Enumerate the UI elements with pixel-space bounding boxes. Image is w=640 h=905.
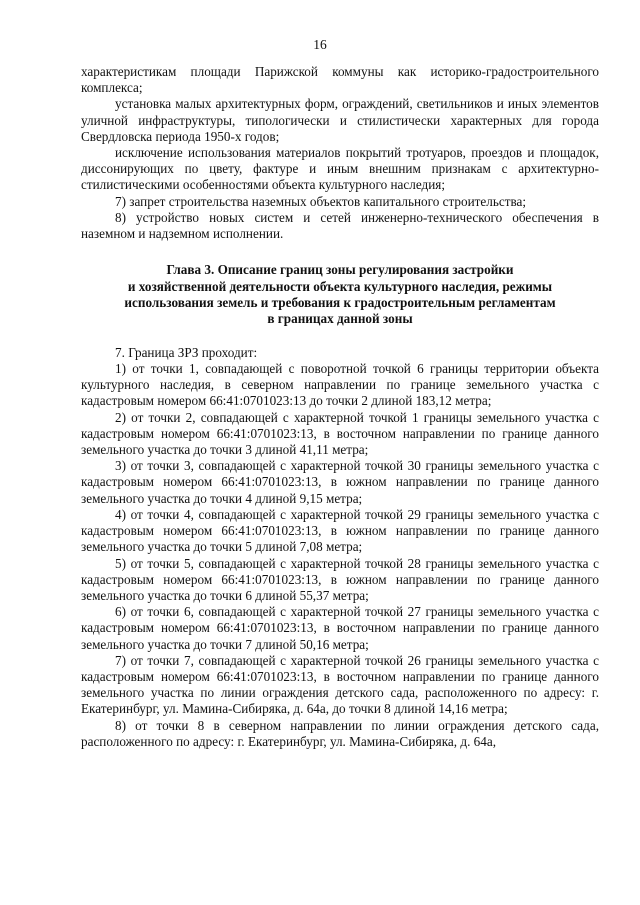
paragraph: 3) от точки 3, совпадающей с характерной точкой 30 границы земельного участка с кадастровым номером 66:41:0701023:13, в южном направлении по границе данного земельного участка до точки 4 длиной 9,15 метра; xyxy=(81,458,599,506)
paragraph: установка малых архитектурных форм, ограждений, светильников и иных элементов уличной инфраструктуры, типологически и стилистически характерных для города Свердловска периода 1950-х годов; xyxy=(81,96,599,144)
chapter-title-line: Глава 3. Описание границ зоны регулирования застройки xyxy=(166,262,514,278)
paragraph: 7) запрет строительства наземных объектов капитального строительства; xyxy=(115,193,527,209)
paragraph: исключение использования материалов покрытий тротуаров, проездов и площадок, диссонирующих по цвету, фактуре и иным внешним признакам с архитектурно-стилистическими особенностями объекта культурного наследия; xyxy=(81,145,599,193)
boundary-section xyxy=(81,345,599,750)
page-number: 16 xyxy=(313,37,327,52)
chapter-title-line: использования земель и требования к градостроительным регламентам xyxy=(124,295,556,311)
paragraph: 6) от точки 6, совпадающей с характерной точкой 27 границы земельного участка с кадастровым номером 66:41:0701023:13, в восточном направлении по границе данного земельного участка до точки 7 длиной 50,16 метра; xyxy=(81,604,599,652)
paragraph: 7. Граница ЗРЗ проходит: xyxy=(115,344,258,360)
paragraph: 5) от точки 5, совпадающей с характерной точкой 28 границы земельного участка с кадастровым номером 66:41:0701023:13, в южном направлении по границе данного земельного участка до точки 6 длиной 55,37 метра; xyxy=(81,555,599,603)
paragraph: характеристикам площади Парижской коммуны как историко-градостроительного комплекса; xyxy=(81,64,599,96)
chapter-title-line: и хозяйственной деятельности объекта культурного наследия, режимы xyxy=(127,278,553,294)
document-body xyxy=(81,64,599,750)
chapter-heading xyxy=(81,262,599,328)
paragraph: 1) от точки 1, совпадающей с поворотной точкой 6 границы территории объекта культурного наследия, в северном направлении по границе земельного участка с кадастровым номером 66:41:0701023:13 до точки 2 длиной 183,12 метра; xyxy=(81,361,599,409)
paragraph: 4) от точки 4, совпадающей с характерной точкой 29 границы земельного участка с кадастровым номером 66:41:0701023:13, в южном направлении по границе данного земельного участка до точки 5 длиной 7,08 метра; xyxy=(81,506,599,555)
paragraph: 2) от точки 2, совпадающей с характерной точкой 1 границы земельного участка с кадастровым номером 66:41:0701023:13, в восточном направлении по границе данного земельного участка до точки 3 длиной 41,11 метра; xyxy=(81,409,599,458)
paragraph: 7) от точки 7, совпадающей с характерной точкой 26 границы земельного участка с кадастровым номером 66:41:0701023:13, в восточном направлении по границе данного земельного участка по линии ограждения детского сада, расположенного по адресу: г. Екатеринбург, ул. Мамина-Сибиряка, д. 64а, до точки 8 длиной 14,16 метра; xyxy=(81,652,599,717)
chapter-title-line: в границах данной зоны xyxy=(267,311,413,327)
top-section xyxy=(81,64,599,242)
paragraph: 8) устройство новых систем и сетей инженерно-технического обеспечения в наземном и надземном исполнении. xyxy=(81,209,599,242)
paragraph: 8) от точки 8 в северном направлении по линии ограждения детского сада, расположенного по адресу: г. Екатеринбург, ул. Мамина-Сибиряка, д. 64а, xyxy=(81,717,599,749)
